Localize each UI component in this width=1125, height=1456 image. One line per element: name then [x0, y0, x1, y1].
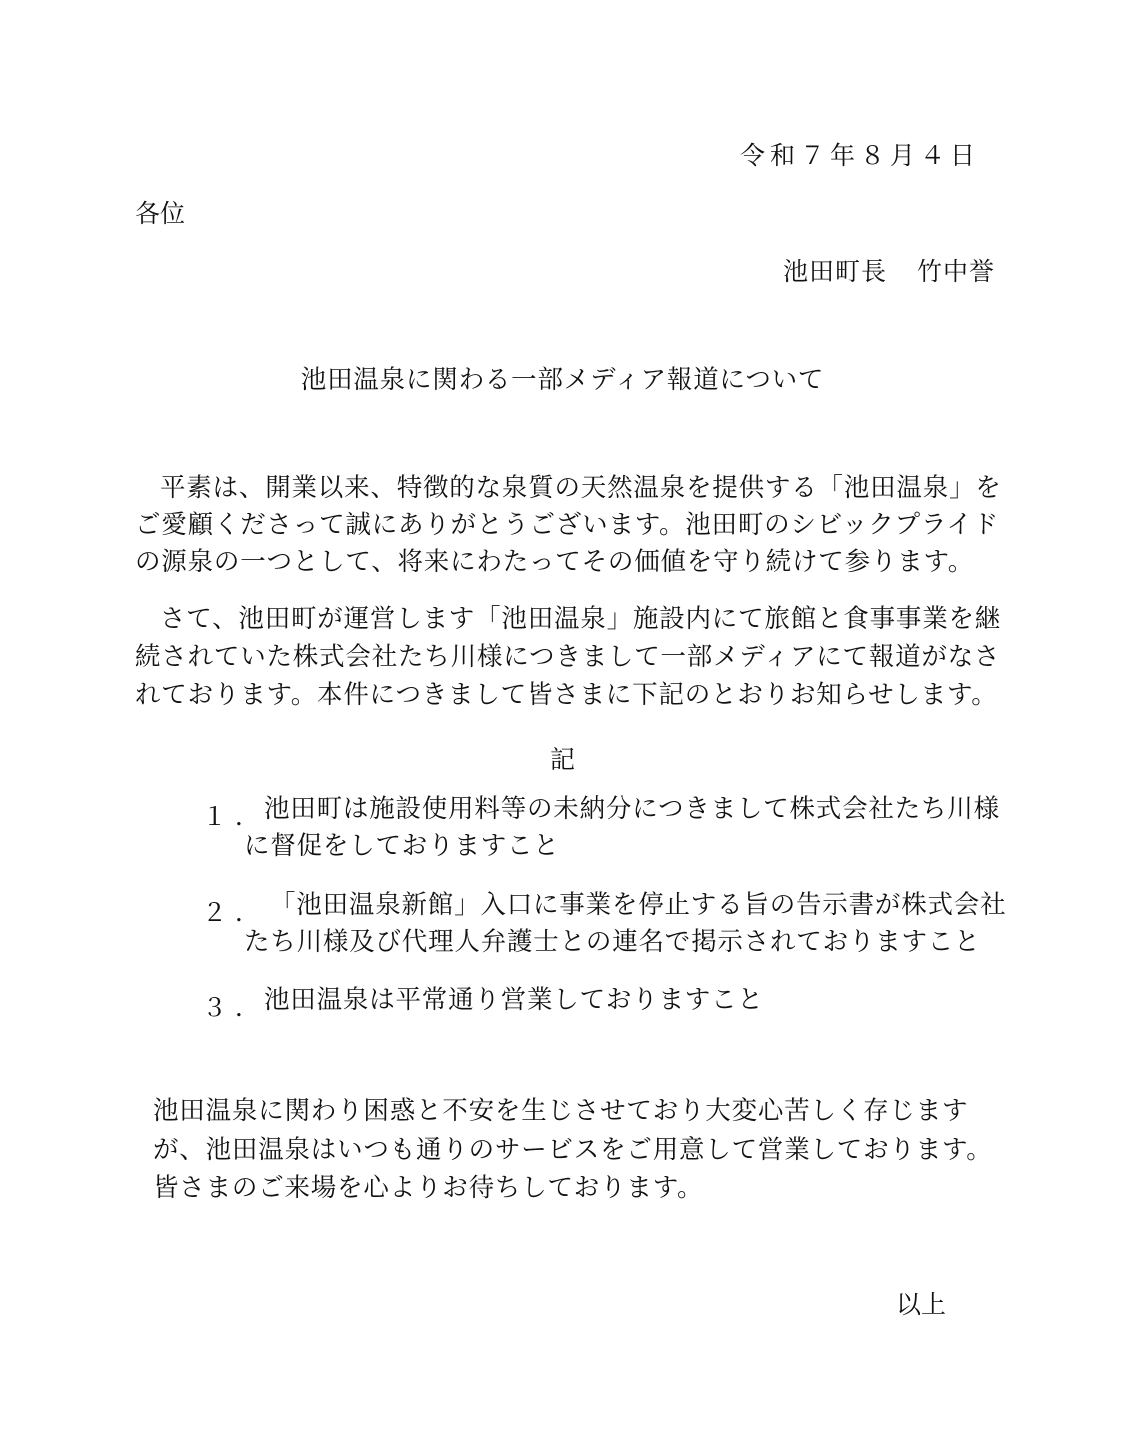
- paragraph-1-line: 平素は、開業以来、特徴的な泉質の天然温泉を提供する「池田温泉」を: [160, 473, 1002, 503]
- sender-name: 竹中誉: [916, 257, 995, 286]
- list-item-line: に督促をしておりますこと: [244, 831, 560, 861]
- list-item-line: 池田町は施設使用料等の未納分につきまして株式会社たち川様: [264, 794, 1000, 824]
- list-item-line: 池田温泉は平常通り営業しておりますこと: [264, 985, 764, 1015]
- addressee: 各位: [135, 199, 186, 228]
- list-item-line: たち川様及び代理人弁護士との連名で掲示されておりますこと: [244, 927, 981, 957]
- list-item-number: ２．: [202, 898, 269, 927]
- paragraph-2-line: 続されていた株式会社たち川様につきまして一部メディアにて報道がなさ: [135, 642, 1001, 672]
- closing-ijou: 以上: [896, 1290, 947, 1319]
- document-title: 池田温泉に関わる一部メディア報道について: [300, 365, 825, 395]
- document-date: 令和７年８月４日: [739, 141, 980, 170]
- list-item-number: １．: [202, 802, 269, 831]
- paragraph-2-line: さて、池田町が運営します「池田温泉」施設内にて旅館と食事事業を継: [160, 604, 1002, 634]
- ki-heading: 記: [549, 745, 575, 774]
- paragraph-1-line: ご愛顧くださって誠にありがとうございます。池田町のシビックプライド: [135, 510, 1000, 540]
- closing-paragraph-line: 皆さまのご来場を心よりお待ちしております。: [153, 1173, 704, 1203]
- paragraph-2-line: れております。本件につきまして皆さまに下記のとおりお知らせします。: [135, 680, 998, 710]
- paragraph-1-line: の源泉の一つとして、将来にわたってその価値を守り続けて参ります。: [135, 547, 975, 577]
- sender: [783, 252, 995, 288]
- closing-paragraph-line: が、池田温泉はいつも通りのサービスをご用意して営業しております。: [153, 1135, 993, 1165]
- closing-paragraph-line: 池田温泉に関わり困惑と不安を生じさせており大変心苦しく存じます: [153, 1096, 969, 1126]
- list-item-line: 「池田温泉新館」入口に事業を停止する旨の告示書が株式会社: [270, 890, 1007, 920]
- sender-title: 池田町長: [782, 257, 887, 286]
- list-item-number: ３．: [202, 993, 269, 1022]
